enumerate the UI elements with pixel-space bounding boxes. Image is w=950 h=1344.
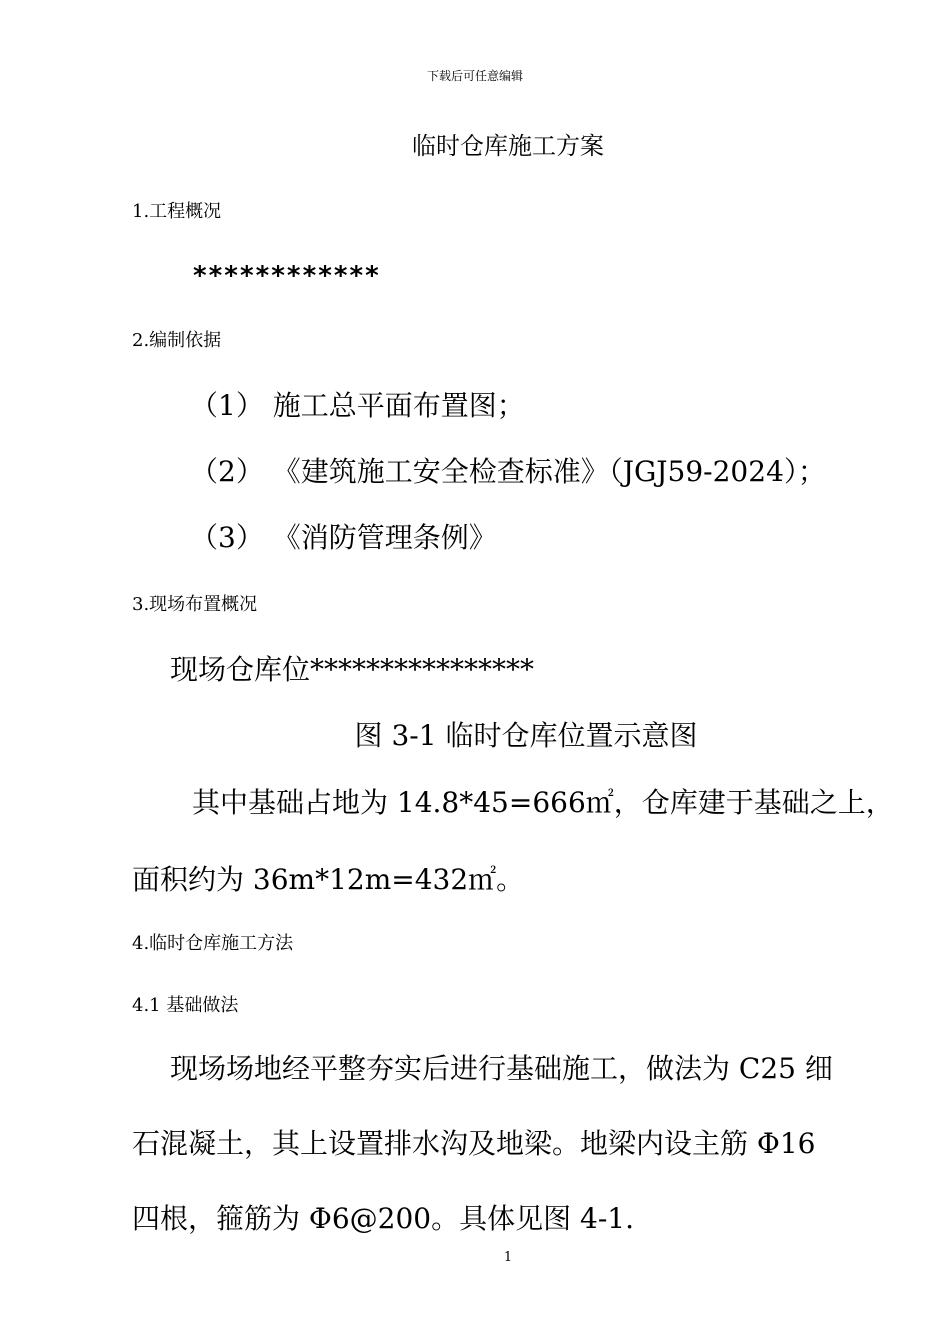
- reference-item-3: （3） 《消防管理条例》: [190, 521, 497, 554]
- section-1-heading: 1.工程概况: [132, 201, 222, 222]
- section-3-heading: 3.现场布置概况: [132, 594, 258, 615]
- section-4-1-heading: 4.1 基础做法: [132, 995, 239, 1016]
- section-1-content: ************: [192, 261, 380, 291]
- section-4-1-paragraph-line-3: 四根，箍筋为 Φ6@200。具体见图 4-1.: [132, 1202, 635, 1235]
- reference-item-2: （2） 《建筑施工安全检查标准》（JGJ59-2024）；: [190, 455, 826, 488]
- section-4-1-paragraph-line-2: 石混凝土，其上设置排水沟及地梁。地梁内设主筋 Φ16: [132, 1127, 816, 1160]
- section-3-paragraph-line-2: 面积约为 36m*12m=432㎡。: [132, 863, 525, 896]
- section-3-content: 现场仓库位****************: [170, 653, 535, 686]
- section-2-heading: 2.编制依据: [132, 330, 222, 351]
- figure-caption: 图 3-1 临时仓库位置示意图: [354, 719, 698, 752]
- page-header: 下载后可任意编辑: [426, 69, 523, 83]
- document-title: 临时仓库施工方案: [412, 132, 604, 160]
- section-4-heading: 4.临时仓库施工方法: [132, 933, 294, 954]
- section-4-1-paragraph-line-1: 现场场地经平整夯实后进行基础施工，做法为 C25 细: [170, 1052, 833, 1085]
- reference-item-1: （1） 施工总平面布置图；: [190, 389, 525, 422]
- page-number: 1: [503, 1250, 513, 1265]
- section-3-paragraph-line-1: 其中基础占地为 14.8*45=666㎡，仓库建于基础之上，: [192, 786, 894, 819]
